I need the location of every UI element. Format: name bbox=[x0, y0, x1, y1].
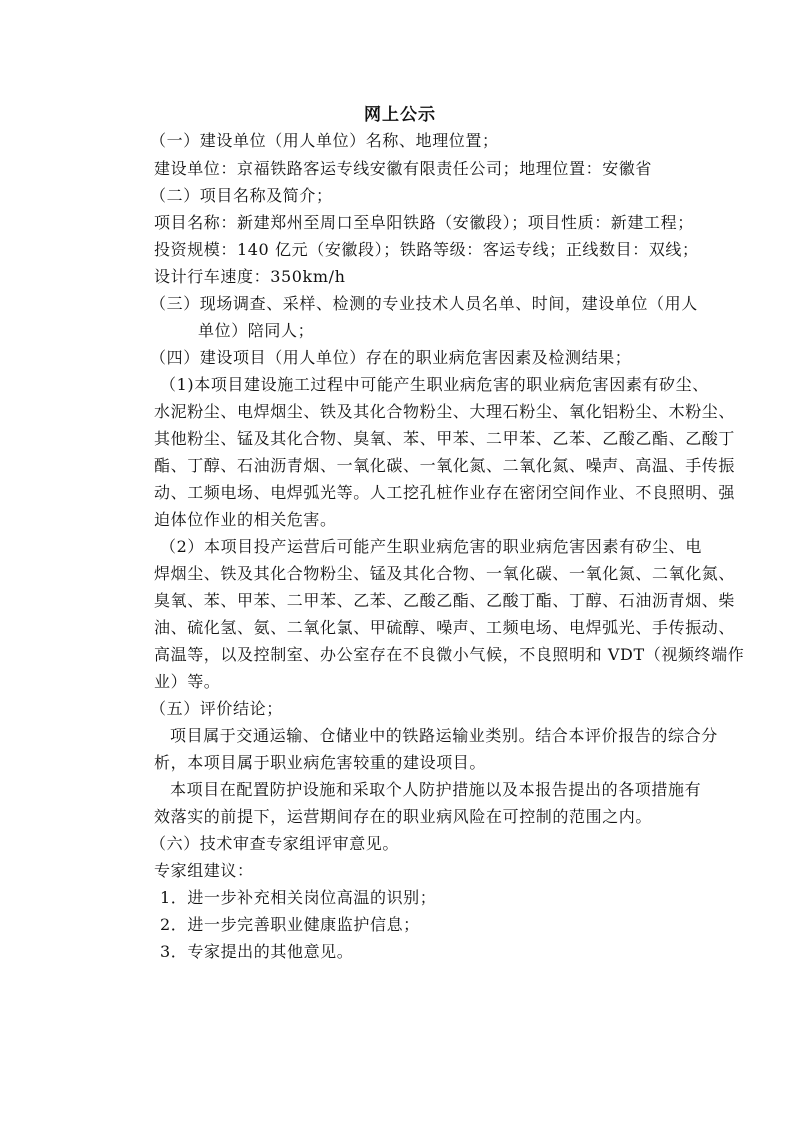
paragraph-line: 油、硫化氢、氨、二氧化氯、甲硫醇、噪声、工频电场、电焊弧光、手传振动、 bbox=[154, 618, 736, 637]
section-heading-2: （二）项目名称及简介； bbox=[150, 186, 333, 205]
paragraph-line: 项目名称：新建郑州至周口至阜阳铁路（安徽段）；项目性质：新建工程； bbox=[154, 213, 694, 232]
paragraph-line: （2）本项目投产运营后可能产生职业病危害的职业病危害因素有矽尘、电 bbox=[160, 537, 702, 556]
section-heading-5: （五）评价结论； bbox=[150, 699, 283, 718]
section-heading-4: （四）建设项目（用人单位）存在的职业病危害因素及检测结果； bbox=[150, 348, 632, 367]
paragraph-line: 设计行车速度：350km/h bbox=[154, 267, 346, 286]
paragraph-line: 酯、丁醇、石油沥青烟、一氧化碳、一氧化氮、二氧化氮、噪声、高温、手传振 bbox=[154, 456, 736, 475]
paragraph-line: 建设单位：京福铁路客运专线安徽有限责任公司；地理位置：安徽省 bbox=[154, 159, 653, 178]
paragraph-line: 焊烟尘、铁及其化合物粉尘、锰及其化合物、一氧化碳、一氧化氮、二氧化氮、 bbox=[154, 564, 736, 583]
paragraph-line: 动、工频电场、电焊弧光等。人工挖孔桩作业存在密闭空间作业、不良照明、强 bbox=[154, 483, 736, 502]
paragraph-line: 臭氧、苯、甲苯、二甲苯、乙苯、乙酸乙酯、乙酸丁酯、丁醇、石油沥青烟、柴 bbox=[154, 591, 736, 610]
paragraph-line: 投资规模：140 亿元（安徽段）；铁路等级：客运专线；正线数目：双线； bbox=[154, 240, 699, 259]
section-heading-3: （三）现场调查、采样、检测的专业技术人员名单、时间，建设单位（用人 bbox=[150, 294, 698, 313]
paragraph-line: 析，本项目属于职业病危害较重的建设项目。 bbox=[154, 753, 487, 772]
paragraph-line: 迫体位作业的相关危害。 bbox=[154, 510, 337, 529]
paragraph-line: 项目属于交通运输、仓储业中的铁路运输业类别。结合本评价报告的综合分 bbox=[170, 726, 718, 745]
paragraph-line: 本项目在配置防护设施和采取个人防护措施以及本报告提出的各项措施有 bbox=[170, 780, 702, 799]
paragraph-line: 高温等，以及控制室、办公室存在不良微小气候，不良照明和 VDT（视频终端作 bbox=[154, 645, 745, 664]
paragraph-line: （1)本项目建设施工过程中可能产生职业病危害的职业病危害因素有矽尘、 bbox=[160, 375, 709, 394]
section-heading-1: （一）建设单位（用人单位）名称、地理位置； bbox=[150, 131, 499, 150]
section-heading-6: （六）技术审查专家组评审意见。 bbox=[150, 834, 400, 853]
section-heading-3-continued: 单位）陪同人； bbox=[198, 321, 315, 340]
list-item: 3．专家提出的其他意见。 bbox=[160, 942, 354, 961]
document-title: 网上公示 bbox=[364, 105, 436, 125]
paragraph-line: 效落实的前提下，运营期间存在的职业病风险在可控制的范围之内。 bbox=[154, 807, 653, 826]
list-item: 2．进一步完善职业健康监护信息； bbox=[160, 915, 420, 934]
paragraph-line: 水泥粉尘、电焊烟尘、铁及其化合物粉尘、大理石粉尘、氧化铝粉尘、木粉尘、 bbox=[154, 402, 736, 421]
paragraph-line: 业）等。 bbox=[154, 672, 221, 691]
list-item: 1．进一步补充相关岗位高温的识别； bbox=[160, 888, 437, 907]
paragraph-line: 其他粉尘、锰及其化合物、臭氧、苯、甲苯、二甲苯、乙苯、乙酸乙酯、乙酸丁 bbox=[154, 429, 736, 448]
paragraph-line: 专家组建议： bbox=[154, 861, 254, 880]
